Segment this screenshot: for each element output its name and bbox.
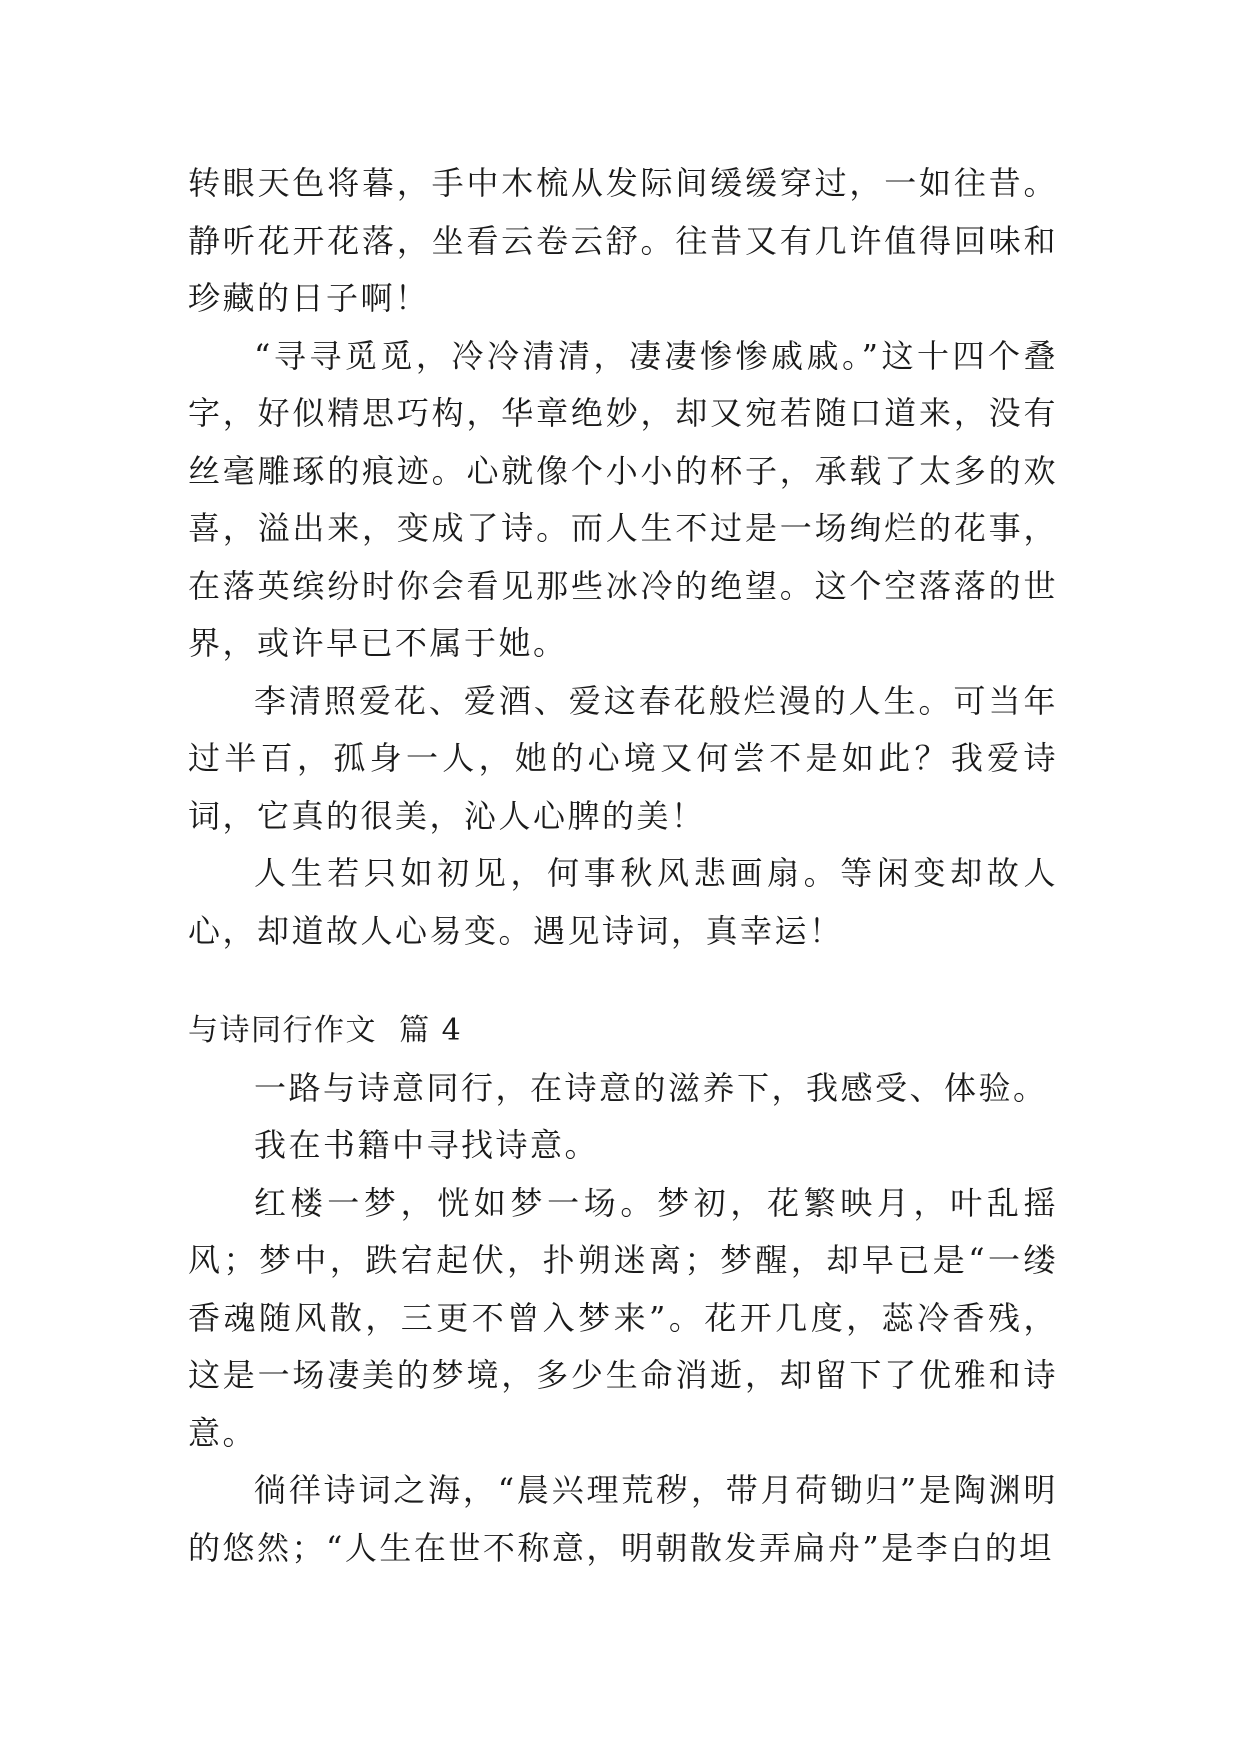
paragraph-5: 一路与诗意同行，在诗意的滋养下，我感受、体验。 — [254, 1068, 1048, 1107]
paragraph-3: 李清照爱花、爱酒、爱这春花般烂漫的人生。可当年过半百，孤身一人，她的心境又何尝不是如此？我爱诗词，它真的很美，沁人心脾的美！ — [188, 681, 1058, 835]
paragraph-8: 徜徉诗词之海，“晨兴理荒秽，带月荷锄归”是陶渊明的悠然；“人生在世不称意，明朝散发弄扁舟”是李白的坦 — [188, 1471, 1058, 1567]
paragraph-1: 转眼天色将暮，手中木梳从发际间缓缓穿过，一如往昔。静听花开花落，坐看云卷云舒。往昔又有几许值得回味和珍藏的日子啊！ — [188, 164, 1058, 317]
paragraph-7: 红楼一梦，恍如梦一场。梦初，花繁映月，叶乱摇风；梦中，跌宕起伏，扑朔迷离；梦醒，却早已是“一缕香魂随风散，三更不曾入梦来”。花开几度，蕊冷香残，这是一场凄美的梦境，多少生命消逝，却留下了优雅和诗意。 — [188, 1183, 1058, 1452]
paragraph-4: 人生若只如初见，何事秋风悲画扇。等闲变却故人心，却道故人心易变。遇见诗词，真幸运！ — [188, 854, 1058, 950]
section-heading: 与诗同行作文 篇 4 — [188, 1013, 463, 1048]
document-body — [188, 155, 1058, 1577]
paragraph-6: 我在书籍中寻找诗意。 — [254, 1126, 600, 1164]
paragraph-2: “寻寻觅觅，冷冷清清，凄凄惨惨戚戚。”这十四个叠字，好似精思巧构，华章绝妙，却又宛若随口道来，没有丝毫雕琢的痕迹。心就像个小小的杯子，承载了太多的欢喜，溢出来，变成了诗。而人生不过是一场绚烂的花事，在落英缤纷时你会看见那些冰冷的绝望。这个空落落的世界，或许早已不属于她。 — [188, 336, 1058, 662]
